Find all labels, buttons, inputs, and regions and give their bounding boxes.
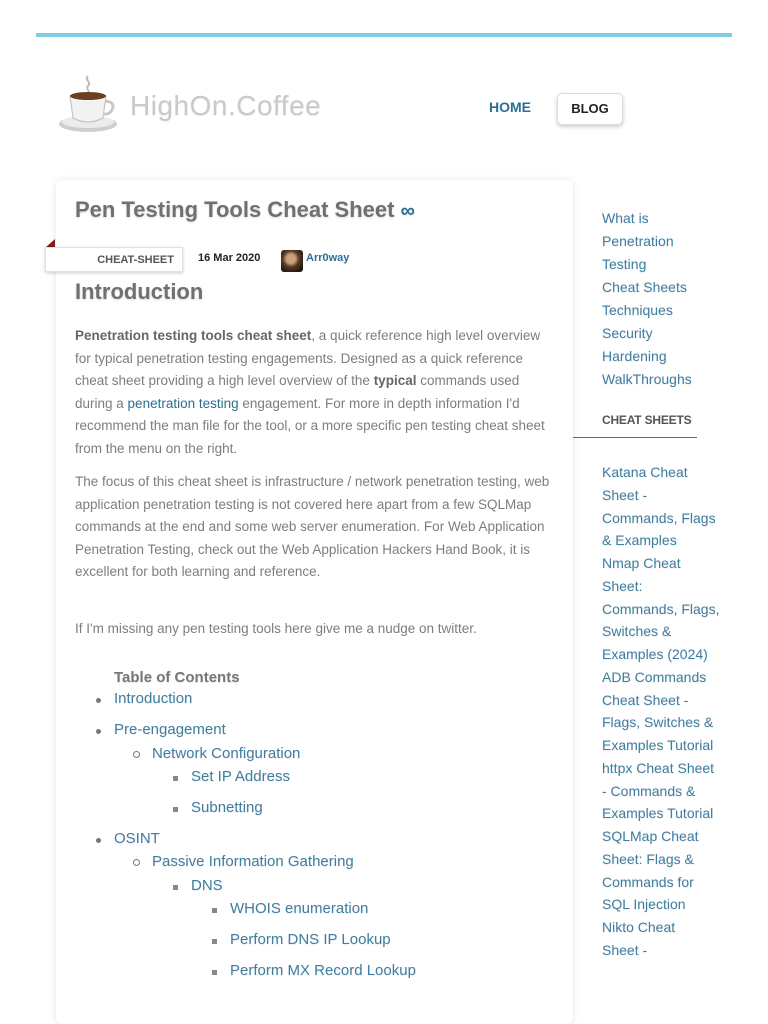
sidebar-cheat-sheet-link[interactable]: httpx Cheat Sheet — [602, 759, 715, 776]
sidebar-cheat-sheet-link[interactable]: & Examples — [602, 532, 677, 549]
sidebar-cheat-sheet-link[interactable]: Commands, Flags, — [602, 600, 720, 617]
toc-bullet — [173, 885, 178, 890]
toc-bullet — [96, 698, 101, 703]
toc-link-network-configuration[interactable]: Network Configuration — [152, 745, 301, 762]
toc-title: Table of Contents — [114, 669, 240, 686]
toc-bullet — [173, 807, 178, 812]
toc-bullet — [96, 838, 101, 843]
toc-link-osint[interactable]: OSINT — [114, 830, 160, 847]
toc-link-dns[interactable]: DNS — [191, 877, 223, 894]
penetration-testing-link[interactable]: penetration testing — [127, 395, 239, 411]
toc-bullet — [212, 970, 217, 975]
sidebar-cheat-sheet-link[interactable]: Cheat Sheet - — [602, 691, 689, 708]
sidebar-cheat-sheet-link[interactable]: Commands for — [602, 873, 694, 890]
toc-bullet — [212, 939, 217, 944]
toc-link-pre-engagement[interactable]: Pre-engagement — [114, 721, 226, 738]
nav-home-link[interactable]: HOME — [489, 99, 531, 115]
sidebar-cheat-sheet-link[interactable]: Examples (2024) — [602, 646, 708, 662]
lead-bold-text: Penetration testing tools cheat sheet — [75, 328, 312, 343]
toc-bullet — [173, 776, 178, 781]
p1-text-c: engagement. For more in depth information I'd recommend the man file for the tool, or a more specific pen testing cheat sheet from the menu on the right. — [75, 395, 545, 456]
toc-link-introduction[interactable]: Introduction — [114, 690, 193, 707]
toc-link-subnetting[interactable]: Subnetting — [191, 799, 263, 816]
sidebar-link-testing[interactable]: Testing — [602, 256, 647, 272]
sidebar-cheat-sheet-link[interactable]: SQL Injection — [602, 896, 686, 913]
top-accent-bar — [36, 33, 732, 37]
toc-link-mx-record-lookup[interactable]: Perform MX Record Lookup — [230, 962, 416, 979]
category-tag[interactable]: CHEAT-SHEET — [45, 247, 183, 272]
toc-bullet — [212, 908, 217, 913]
post-title-text: Pen Testing Tools Cheat Sheet — [75, 197, 395, 222]
toc-bullet — [133, 859, 140, 866]
sidebar-link-hardening[interactable]: Hardening — [602, 348, 667, 364]
intro-paragraph-2: The focus of this cheat sheet is infrastructure / network penetration testing, web application penetration testing is not covered here apart from a few SQLMap commands at the end and some web server enumeration. For Web Application Penetration Testing, check out the Web Application Hackers Hand Book, it is excellent for both learning and reference. — [75, 474, 550, 579]
bold-typical: typical — [373, 373, 417, 388]
sidebar-cheat-sheet-link[interactable]: Examples Tutorial — [602, 737, 714, 753]
post-title[interactable] — [75, 197, 415, 223]
p1-text-b: commands used during a — [75, 373, 520, 411]
sidebar-cheat-sheet-link[interactable]: Sheet: — [602, 577, 643, 594]
sidebar-cheat-sheet-link[interactable]: Katana Cheat — [602, 464, 688, 480]
sidebar-link-security[interactable]: Security — [602, 325, 653, 341]
sidebar-cheat-sheet-link[interactable]: Examples Tutorial — [602, 805, 714, 822]
intro-paragraph-3: If I'm missing any pen testing tools here give me a nudge on twitter. — [75, 621, 477, 636]
sidebar-divider — [573, 437, 697, 438]
sidebar-cheat-sheet-link[interactable]: Nikto Cheat — [602, 919, 676, 935]
section-heading-introduction: Introduction — [75, 279, 204, 304]
sidebar-cheat-sheet-link[interactable]: Switches & — [602, 623, 672, 640]
p1-text-a: , a quick reference high level overview for typical penetration testing engagements. Designed as a quick reference cheat sheet providing a high level overview of the — [75, 328, 541, 388]
nav-blog-button[interactable]: BLOG — [557, 93, 623, 125]
toc-bullet — [96, 729, 101, 734]
sidebar-cheat-sheet-link[interactable]: - Commands & — [602, 782, 696, 799]
sidebar-cheat-sheet-link[interactable]: ADB Commands — [602, 668, 707, 685]
author-avatar[interactable] — [281, 250, 303, 272]
sidebar-link-penetration[interactable]: Penetration — [602, 233, 674, 249]
toc-link-dns-ip-lookup[interactable]: Perform DNS IP Lookup — [230, 931, 391, 948]
sidebar-cheat-sheet-link[interactable]: Commands, Flags — [602, 509, 716, 526]
permalink-icon[interactable]: ∞ — [400, 200, 415, 222]
sidebar-link-walkthroughs[interactable]: WalkThroughs — [602, 371, 692, 387]
sidebar-cheat-sheet-link[interactable]: Flags, Switches & — [602, 714, 714, 731]
toc-link-whois-enumeration[interactable]: WHOIS enumeration — [230, 900, 369, 917]
author-link[interactable]: Arr0way — [306, 252, 350, 264]
sidebar-cheat-sheet-link[interactable]: SQLMap Cheat — [602, 828, 699, 844]
coffee-cup-icon — [58, 74, 122, 134]
logo-text: HighOn.Coffee — [130, 90, 322, 121]
post-card — [56, 180, 573, 1024]
sidebar-link-techniques[interactable]: Techniques — [602, 302, 673, 318]
sidebar-link-what-is[interactable]: What is — [602, 210, 649, 226]
sidebar-cheat-sheet-link[interactable]: Nmap Cheat — [602, 555, 681, 571]
toc-bullet — [133, 751, 140, 758]
sidebar-link-cheat-sheets[interactable]: Cheat Sheets — [602, 279, 687, 295]
site-logo[interactable] — [58, 74, 358, 136]
sidebar-heading-cheat-sheets: CHEAT SHEETS — [602, 413, 692, 427]
post-date: 16 Mar 2020 — [198, 252, 261, 264]
sidebar-cheat-sheet-link[interactable]: Sheet - — [602, 486, 648, 503]
sidebar-cheat-sheet-link[interactable]: Sheet - — [602, 941, 648, 958]
toc-link-set-ip-address[interactable]: Set IP Address — [191, 768, 290, 785]
intro-paragraph-1 — [75, 325, 555, 460]
toc-link-passive-information-gathering[interactable]: Passive Information Gathering — [152, 853, 354, 870]
sidebar-cheat-sheet-link[interactable]: Sheet: Flags & — [602, 850, 694, 867]
